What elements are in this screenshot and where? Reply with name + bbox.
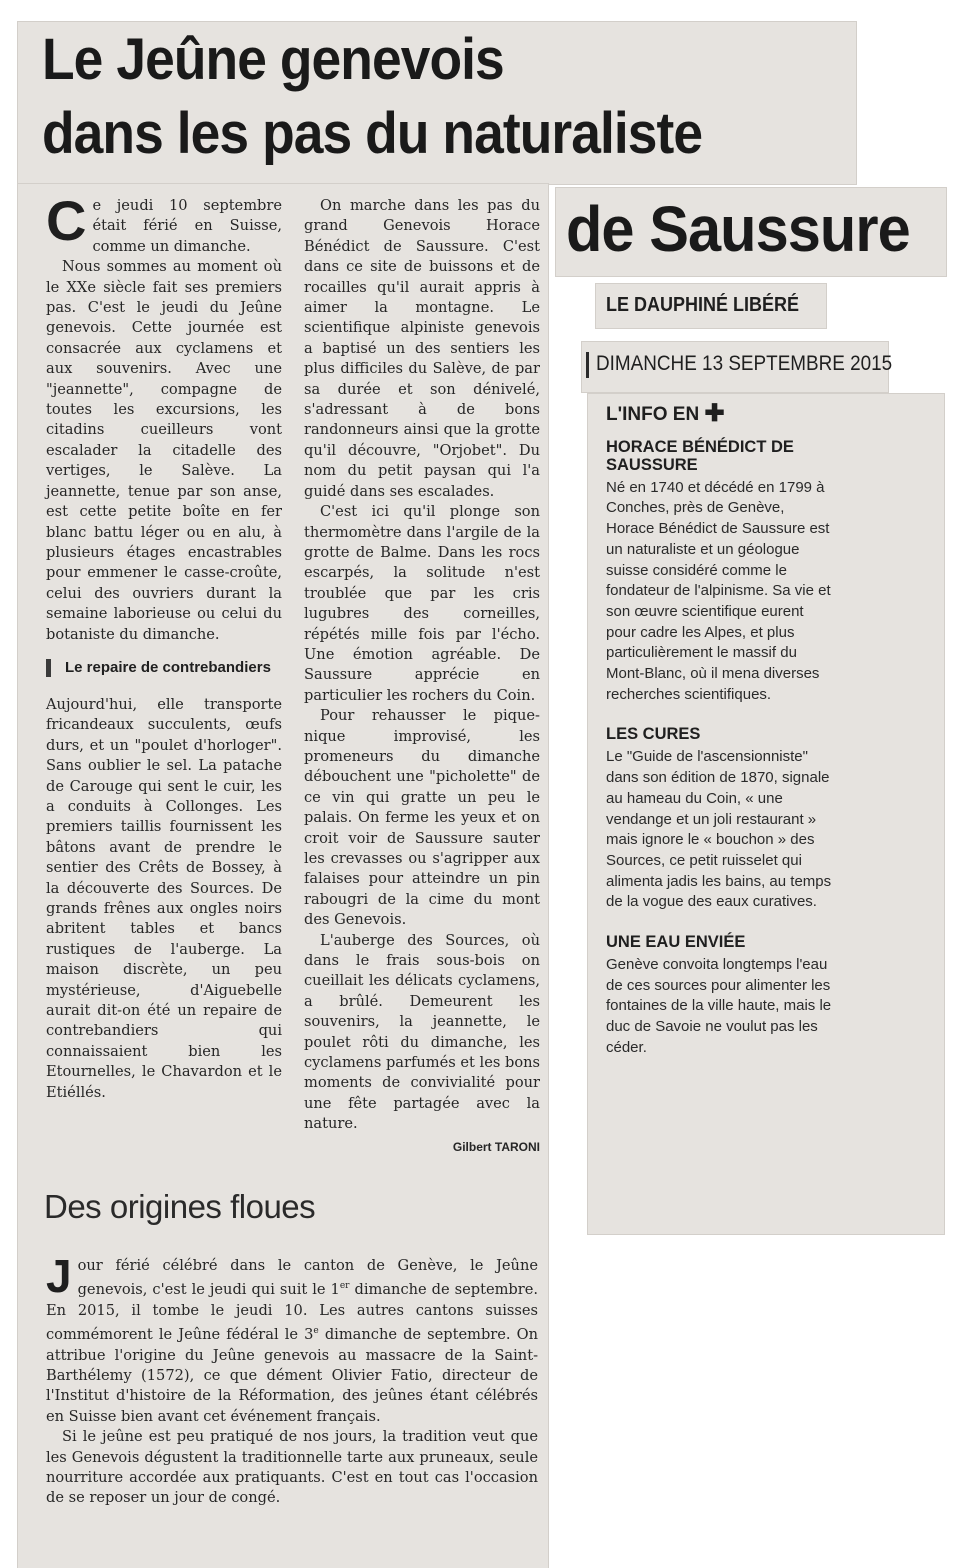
origins-text-a: our férié célébré dans le canton de Genève, le Jeûne genevois, c'est le jeudi qui suit le 1 [77,1257,538,1299]
headline-line-2: dans les pas du naturaliste [42,101,703,166]
origins-text [46,1250,539,1509]
plus-icon: ✚ [704,400,725,427]
date-divider [586,352,589,378]
origins-text-c: dimanche de septembre. On attribue l'origine du Jeûne genevois au massacre de la Saint-Barthélemy (1572), ce que dément Olivier Fatio, directeur de l'Institut d'histoire de la Réformation, des jeûnes étant célébrés en Suisse bien avant cet événement français. [46,1326,538,1425]
column-1-paragraph-2: Nous sommes au moment où le XXe siècle fait ses premiers pas. C'est le jeudi du Jeûne genevois. Cette journée est consacrée aux cyclamens et aux souvenirs. Avec une "jeannette", compagne de toutes les excursions, les citadins cueilleurs vont escalader la citadelle des vertiges, le Salève. La jeannette, tenue par son anse, est cette petite boîte en fer blanc battu léger ou en alu, à plusieurs étages encastrables pour emmener le casse-croûte, celui des ouvriers durant la semaine laborieuse ou celui du botaniste du dimanche. [46,258,282,643]
section-text-cures: Le "Guide de l'ascensionniste" dans son édition de 1870, signale au hameau du Coin, « une vendange et un joli restaurant » mais ignore le « bouchon » des Sources, ce petit ruisselet qui alimenta jadis les bains, au temps de la vogue des eaux curatives. [606,748,832,911]
section-title-eau: UNE EAU ENVIÉE [606,933,746,952]
column-2-paragraph-3: Pour rehausser le pique-nique improvisé, les promeneurs du dimanche débouchent une "picholette" de ce vin qui gratte un peu le palais. On ferme les yeux et on croit voir de Saussure sauter les crevasses ou s'agripper aux falaises pour atteindre un pin rabougri de la cime du mont des Genevois. [304,707,540,929]
ordinal-suffix: er [339,1281,350,1292]
info-sidebar [606,400,834,1079]
dropcap-j: J [46,1250,72,1302]
origins-title: Des origines floues [44,1188,316,1225]
sidebar-title [606,400,834,427]
section-text-eau: Genève convoita longtemps l'eau de ces sources pour alimenter les fontaines de la ville haute, mais le duc de Savoie ne voulut pas les céder. [606,956,832,1056]
ordinal-suffix: e [313,1326,319,1337]
section-text-saussure: Né en 1740 et décédé en 1799 à Conches, près de Genève, Horace Bénédict de Saussure est un naturaliste et un géologue suisse considéré comme le fondateur de l'alpinisme. Sa vie et son œuvre scientifique eurent pour cadre les Alpes, et plus particulièrement le massif du Mont-Blanc, où il mena diverses recherches scientifiques. [606,478,831,703]
column-2-paragraph-1: On marche dans les pas du grand Genevois Horace Bénédict de Saussure. C'est dans ce site de buissons et de rocailles qu'il aurait appris à aimer la montagne. Le scientifique alpiniste genevois a baptisé un des sentiers les plus difficiles du Salève, de par sa durée et son dénivelé, s'adressant à de bons randonneurs ainsi que la grotte qu'il découvre, "Orjobet". Du nom du petit paysan qui l'a guidé dans ses escalades. [304,197,540,500]
headline-line-1: Le Jeûne genevois [42,27,504,92]
sidebar-title-text: L'INFO EN [606,404,700,425]
publication-date: DIMANCHE 13 SEPTEMBRE 2015 [596,352,893,375]
dropcap-c: C [46,189,87,252]
subhead-repaire: Le repaire de contrebandiers [46,659,282,677]
author-signature: Gilbert TARONI [452,1139,540,1154]
bleed-through-text [600,24,850,104]
column-1-paragraph-1 [46,189,282,257]
article-column-1 [46,189,282,1103]
newspaper-name: LE DAUPHINÉ LIBÉRÉ [606,294,800,316]
column-1-paragraph-3: Aujourd'hui, elle transporte fricandeaux succulents, œufs durs, et un "poulet d'horloger". Sans oublier le sel. La patache de Carouge qui sent le cuir, les a conduits à Collonges. Les premiers taillis fournissent les bâtons avant de prendre le sentier des Crêts de Bossey, à la découverte des Sources. De grands frênes aux ongles noirs abritent tables et bancs rustiques de l'auberge. La maison discrète, un peu mystérieuse, d'Aiguebelle aurait dit-on été un repaire de contrebandiers qui connaissaient bien les Etournelles, le Chavardon et le Etiéllés. [46,695,282,1101]
article-column-2 [304,196,540,1157]
origins-text-b: dimanche de septembre. En 2015, il tombe le jeudi 10. Les autres cantons suisses commémorent le Jeûne fédéral le 3 [46,1281,539,1344]
origins-paragraph-2: Si le jeûne est peu pratiqué de nos jours, la tradition veut que les Genevois dégustent la traditionnelle tarte aux pruneaux, seule nourriture accordée aux pratiquants. C'est en tout cas l'occasion de se reposer un jour de congé. [46,1428,538,1507]
column-2-paragraph-2: C'est ici qu'il plonge son thermomètre dans l'argile de la grotte de Balme. Dans les rocs escarpés, la solitude n'est troublée que par les cris lugubres des corneilles, répétés mille fois par l'écho. Une émotion agréable. De Saussure apprécie en particulier les rochers du Coin. [304,503,540,704]
origins-paragraph-1 [46,1250,539,1427]
section-title-saussure: HORACE BÉNÉDICT DE SAUSSURE [606,437,794,474]
column-2-paragraph-4: L'auberge des Sources, où dans le frais sous-bois on cueillait les délicats cyclamens, a brûlé. Demeurent les souvenirs, la jeannette, le poulet rôti du dimanche, les cyclamens parfumés et les bons moments de convivialité pour une fête partagée avec la nature. [304,931,540,1133]
column-1-paragraph-1-text: e jeudi 10 septembre était férié en Suisse, comme un dimanche. [92,197,282,255]
section-title-cures: LES CURES [606,725,701,744]
headline-line-3: de Saussure [566,193,910,265]
